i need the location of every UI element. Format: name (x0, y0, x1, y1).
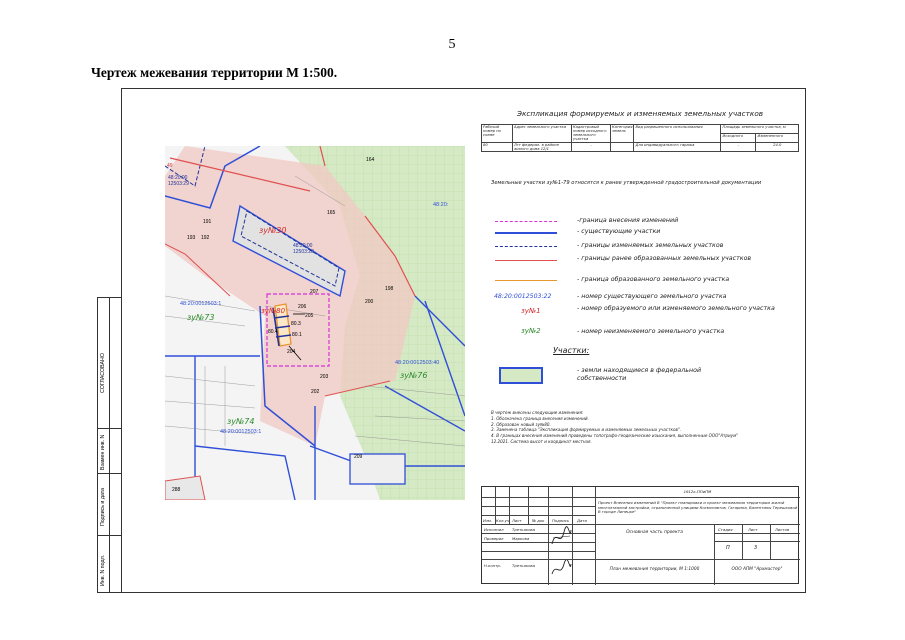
table-cell: - (721, 143, 756, 152)
title-block (481, 486, 799, 584)
legend-code: 48:20:0012503:22 (494, 293, 552, 300)
legend-swatch (495, 246, 557, 247)
table-cell: Для индивидуального гаража (634, 143, 721, 152)
divider (98, 428, 122, 429)
table-header: Исходного (721, 134, 756, 143)
point-number: 204 (287, 349, 296, 355)
point-number: 209 (354, 454, 363, 460)
table-cell: Лгт федерал. в районе жилого дома 12/1 (513, 143, 572, 152)
point-number: 205 (305, 313, 314, 319)
point-number: 165 (327, 210, 336, 216)
point-number: 203 (320, 374, 329, 380)
sheet-header: Лист (748, 527, 758, 532)
legend-item: - земли находящиеся в федеральной собственности (577, 367, 702, 382)
person-name: Маркова (512, 536, 530, 541)
note-line: 3. Заменена таблица "Экспликация формируемых и изменяемых земельных участков". (491, 427, 682, 433)
legend-item: - номер образуемого или изменяемого земельного участка (577, 305, 775, 312)
table-cell: - (572, 143, 611, 152)
legend-item: -граница внесения изменений (577, 217, 679, 224)
role-label: Проверил (484, 536, 504, 541)
role-label: Исполнил (484, 527, 504, 532)
signature-label: Подпись и дата (100, 487, 106, 526)
point-number: 80.4 (268, 329, 278, 335)
changes-notes (491, 410, 791, 445)
col-header: Дата (577, 518, 587, 523)
document-code: 1612к-ППиПМ (683, 489, 712, 494)
point-number: 288 (172, 487, 181, 493)
table-header: Адрес земельного участка (513, 125, 572, 143)
cadastral-number: 48:20: (433, 202, 449, 208)
legend-item: - границы ранее образованных земельных участков (577, 255, 752, 262)
col-header: Подпись (552, 518, 570, 523)
parcel-number-zu80: зу№80 (261, 307, 286, 315)
table-header: Площадь земельного участка, м (721, 125, 799, 134)
cadastral-number: 48:20:00 12503:28 (293, 243, 314, 255)
approved-label: СОГЛАСОВАНО (100, 353, 106, 393)
cadastral-map (165, 146, 465, 500)
divider (98, 535, 122, 536)
point-number: 164 (366, 157, 375, 163)
point-number: 191 (203, 219, 212, 225)
explication-table (481, 124, 799, 152)
side-stamp (97, 297, 121, 593)
table-row (482, 125, 799, 134)
legend-swatch (495, 260, 557, 261)
point-number: 80.3 (291, 321, 301, 327)
table-header: Кадастровый номер исходного земельного участка (572, 125, 611, 143)
legend-item: - существующие участки (577, 228, 661, 235)
role-label: Н.контр. (484, 563, 501, 568)
table-header: Вид разрешенного использования (634, 125, 721, 143)
inventory-label: Инв. N подл. (100, 554, 106, 586)
stage-value: П (726, 545, 730, 551)
parcel-number-zu73: зу№73 (187, 313, 215, 322)
drawing-name: План межевания территории, М 1:1000 (609, 567, 700, 572)
legend-code: зу№2 (521, 327, 541, 335)
parcel-number-zu74: зу№74 (227, 417, 255, 426)
col-header: № док (532, 518, 545, 523)
organization: ООО АПМ "Архмастер" (731, 567, 783, 572)
point-number: 200 (365, 299, 374, 305)
project-part: Основная часть проекта (626, 530, 683, 535)
col-header: Изм. (483, 518, 492, 523)
explication-title: Экспликация формируемых и изменяемых земельных участков (516, 109, 764, 118)
drawing-caption: Чертеж межевания территории М 1:500. (91, 65, 338, 80)
project-description: Проект Внесения изменений В "Проект планировки и проект межевания территории жилой многоэтажной застройки, ограниченной улицами Космонавтов, Гагарина, Валентины Терешковой В городе Липецке" (598, 500, 798, 515)
note-line: 1. Обозначена граница внесения изменений. (491, 415, 589, 421)
point-number: 193 (187, 235, 196, 241)
legend-swatch (495, 221, 557, 222)
col-header: Лист (512, 518, 522, 523)
table-cell: 80 (482, 143, 513, 152)
sheets-header: Листов (775, 527, 790, 532)
federal-land-swatch (499, 367, 543, 384)
table-row (482, 143, 799, 152)
sheet-value: 3 (754, 545, 758, 551)
table-header: Измененного (756, 134, 799, 143)
cadastral-number: 48:20:0012503:1 (180, 301, 222, 307)
note-line: 12.2021. Система высот и координат местная. (491, 438, 592, 444)
legend-code: зу№1 (521, 307, 541, 315)
parcels-heading: Участки: (553, 346, 590, 355)
parcel-number-zu76: зу№76 (400, 371, 428, 380)
note-line: 2. Образован новый зу№80. (491, 421, 551, 427)
page-number: 5 (448, 37, 456, 52)
note-top: Земельные участки зу№1-79 относятся к ранее утвержденной градостроительной документации (491, 180, 762, 186)
legend-item: - граница образованного земельного участка (577, 276, 730, 283)
legend-item: - номер неизменяемого земельного участка (577, 328, 725, 335)
stage-header: Стадия (718, 527, 733, 532)
point-number: 207 (310, 289, 319, 295)
map-drawing (165, 146, 465, 500)
note-line: В чертеж внесены следующие изменения: (491, 410, 584, 415)
replaces-label: Взамен инв. N (100, 434, 106, 470)
point-number: 198 (385, 286, 394, 292)
signature (550, 560, 572, 582)
point-number: 49 (167, 163, 173, 169)
legend-item: - границы изменяемых земельных участков (577, 242, 724, 249)
legend-swatch (495, 232, 557, 234)
point-number: 206 (298, 304, 307, 310)
legend-item: - номер существующего земельного участка (577, 293, 727, 300)
table-cell (611, 143, 634, 152)
parcel-number-zu30: зу№30 (259, 226, 287, 235)
col-header: Кол.уч (496, 518, 510, 523)
point-number: 192 (201, 235, 210, 241)
cadastral-number: 48:20:00 12503:29 (168, 175, 189, 187)
divider (98, 473, 122, 474)
legend-swatch (495, 280, 557, 281)
person-name: Третьякова (512, 527, 535, 532)
note-line: 4. В границах внесения изменений проведены топографо-геодезические изыскания, выполненные ООО"Атриум" (491, 433, 739, 439)
cadastral-number: 48:20:0012503:40 (395, 360, 440, 366)
table-header: Категория земель (611, 125, 634, 143)
table-header: Рабочий номер по схеме (482, 125, 513, 143)
cadastral-number: 48:20:0012503:1 (220, 429, 262, 435)
signature (550, 524, 572, 552)
person-name: Третьякова (512, 563, 535, 568)
table-cell: 24.0 (756, 143, 799, 152)
point-number: 80.1 (292, 332, 302, 338)
point-number: 202 (311, 389, 320, 395)
